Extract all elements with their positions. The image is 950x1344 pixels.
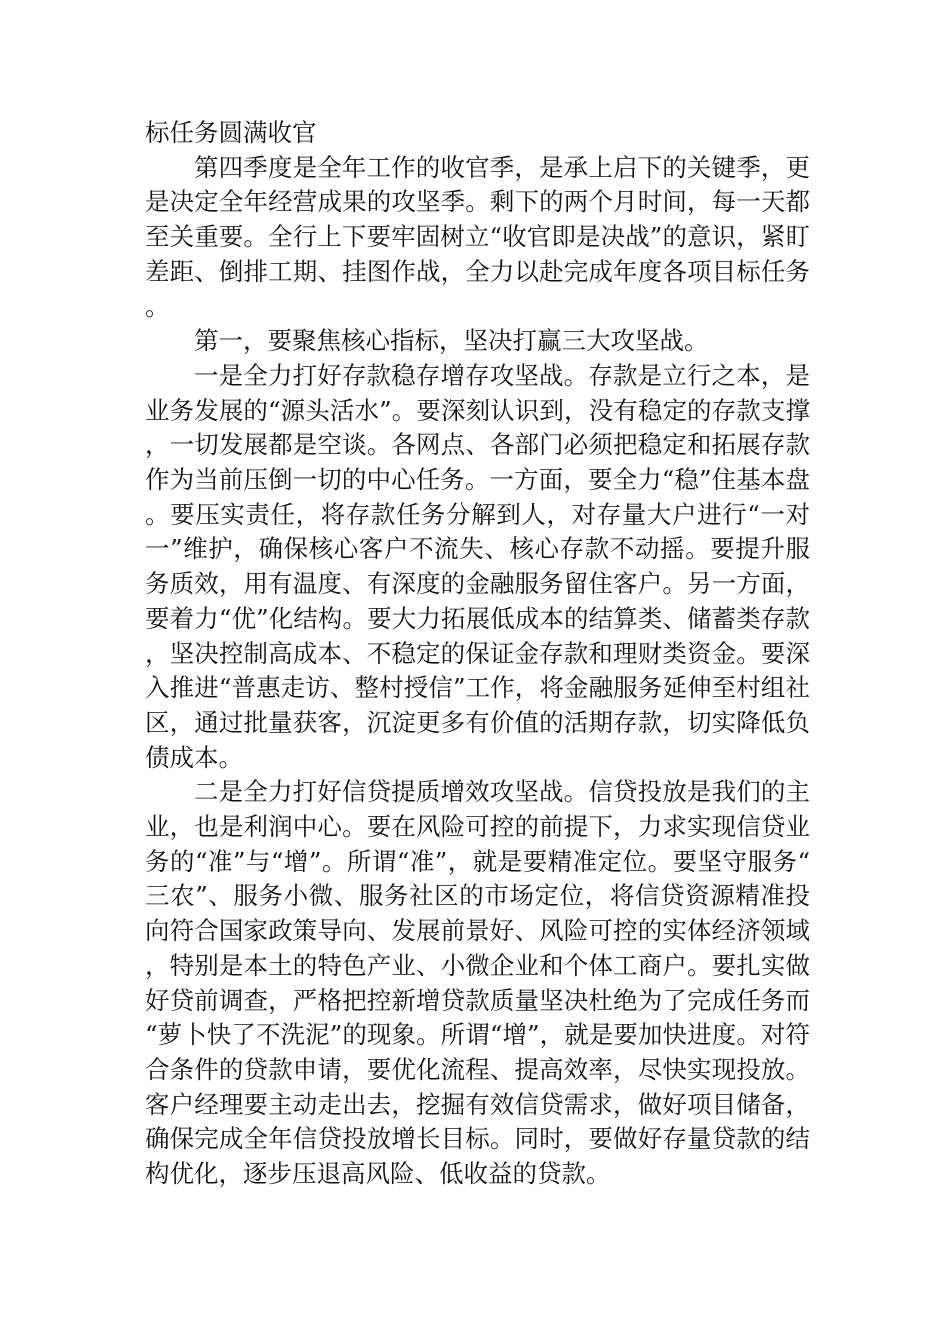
- body-text: [145, 116, 810, 1192]
- paragraph-heading-fragment: 标任务圆满收官: [145, 118, 317, 147]
- paragraph-deposit: 一是全力打好存款稳存增存攻坚战。存款是立行之本，是业务发展的“源头活水”。要深刻认识到，没有稳定的存款支撑，一切发展都是空谈。各网点、各部门必须把稳定和拓展存款作为当前压倒一切的中心任务。一方面，要全力“稳”住基本盘。要压实责任，将存款任务分解到人，对存量大户进行“一对一”维护，确保核心客户不流失、核心存款不动摇。要提升服务质效，用有温度、有深度的金融服务留住客户。另一方面，要着力“优”化结构。要大力拓展低成本的结算类、储蓄类存款，坚决控制高成本、不稳定的保证金存款和理财类资金。要深入推进“普惠走访、整村授信”工作，将金融服务延伸至村组社区，通过批量获客，沉淀更多有价值的活期存款，切实降低负债成本。: [145, 360, 810, 772]
- paragraph-section-heading: 第一，要聚焦核心指标，坚决打赢三大攻坚战。: [194, 326, 709, 356]
- paragraph-intro: 第四季度是全年工作的收官季，是承上启下的关键季，更是决定全年经营成果的攻坚季。剩下的两个月时间，每一天都至关重要。全行上下要牢固树立“收官即是决战”的意识，紧盯差距、倒排工期、挂图作战，全力以赴完成年度各项目标任务。: [145, 152, 810, 321]
- paragraph-credit: 二是全力打好信贷提质增效攻坚战。信贷投放是我们的主业，也是利润中心。要在风险可控的前提下，力求实现信贷业务的“准”与“增”。所谓“准”，就是要精准定位。要坚守服务“三农”、服务小微、服务社区的市场定位，将信贷资源精准投向符合国家政策导向、发展前景好、风险可控的实体经济领域，特别是本土的特色产业、小微企业和个体工商户。要扎实做好贷前调查，严格把控新增贷款质量坚决杜绝为了完成任务而“萝卜快了不洗泥”的现象。所谓“增”，就是要加快进度。对符合条件的贷款申请，要优化流程、提高效率，尽快实现投放。客户经理要主动走出去，挖掘有效信贷需求，做好项目储备，确保完成全年信贷投放增长目标。同时，要做好存量贷款的结构优化，逐步压退高风险、低收益的贷款。: [145, 777, 810, 1189]
